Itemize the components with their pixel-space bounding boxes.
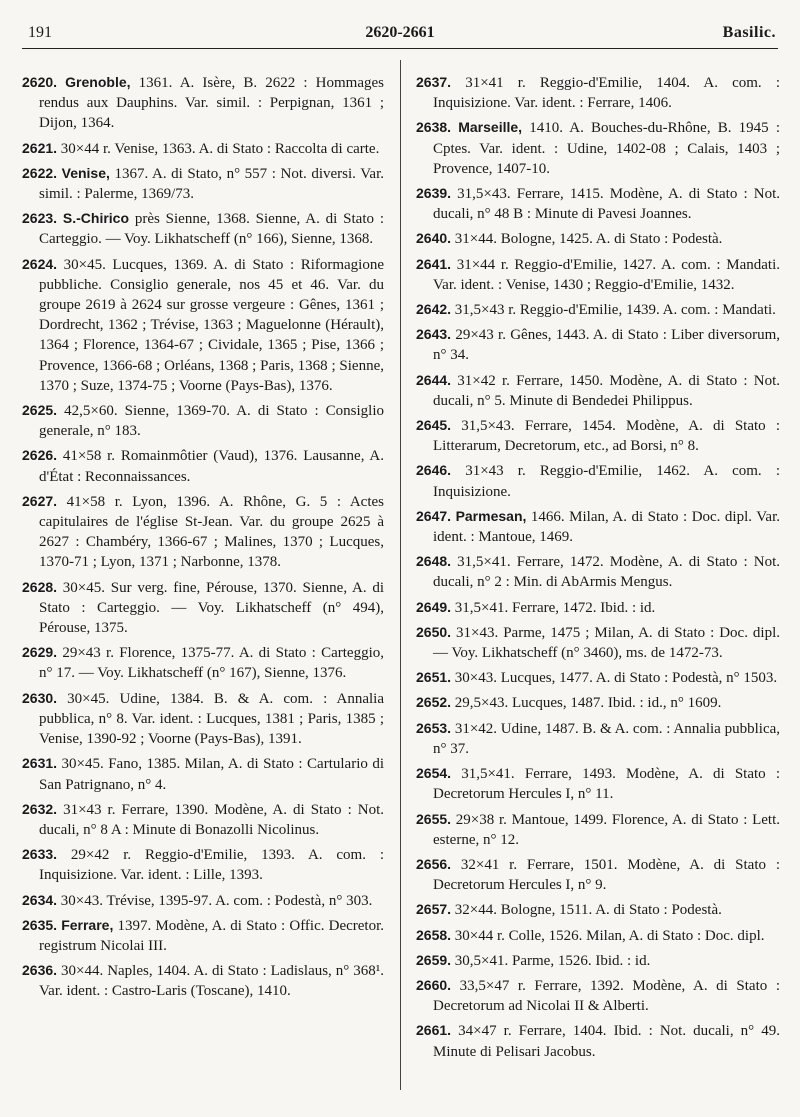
catalog-entry xyxy=(22,890,384,911)
catalog-entry xyxy=(416,975,780,1016)
entry-number: 2622. xyxy=(22,164,58,181)
entry-text: 30×45. Udine, 1384. B. & A. com. : Annalia pubblica, n° 8. Var. ident. : Lucques, 1381 ; Paris, 1385 ; Venise, 1390-92 ; Voorne (Pays-Bas), 1391. xyxy=(39,690,385,748)
catalog-entry xyxy=(22,844,384,885)
entry-number: 2627. xyxy=(22,492,58,509)
entry-number: 2657. xyxy=(416,901,452,918)
catalog-entry xyxy=(416,597,780,618)
catalog-entry xyxy=(22,799,384,840)
entry-text: près Sienne, 1368. Sienne, A. di Stato : Carteggio. — Voy. Likhatscheff (n° 166), Sienne, 1368. xyxy=(39,211,384,248)
column-divider xyxy=(400,60,401,1090)
entry-text: 29×38 r. Mantoue, 1499. Florence, A. di Stato : Lett. esterne, n° 12. xyxy=(433,811,780,848)
entry-text: 1361. A. Isère, B. 2622 : Hommages rendus aux Dauphins. Var. simil. : Perpignan, 1361 ; Dijon, 1364. xyxy=(39,75,385,132)
entry-number: 2648. xyxy=(416,553,452,570)
left-column xyxy=(22,72,384,1006)
entry-text: 29×43 r. Florence, 1375-77. A. di Stato : Carteggio, n° 17. — Voy. Likhatscheff (n° 167), Sienne, 1376. xyxy=(39,645,385,682)
catalog-entry xyxy=(22,208,384,249)
catalog-entry xyxy=(22,491,384,573)
entry-text: 30×44 r. Colle, 1526. Milan, A. di Stato : Doc. dipl. xyxy=(454,927,765,944)
entry-number: 2658. xyxy=(416,926,452,943)
catalog-entry xyxy=(416,551,780,592)
catalog-entry xyxy=(22,138,384,159)
catalog-entry xyxy=(416,299,780,320)
entry-text: 31,5×43. Ferrare, 1415. Modène, A. di Stato : Not. ducali, n° 48 B : Minute di Pavesi Joannes. xyxy=(433,186,780,223)
entry-number: 2661. xyxy=(416,1022,452,1039)
entry-text: 30×43. Lucques, 1477. A. di Stato : Podestà, n° 1503. xyxy=(454,670,778,687)
entry-text: 1397. Modène, A. di Stato : Offic. Decretor. registrum Nicolai III. xyxy=(39,917,385,954)
entry-number: 2643. xyxy=(416,326,452,343)
entry-number: 2640. xyxy=(416,230,452,247)
entry-text: 30×45. Fano, 1385. Milan, A. di Stato : Cartulario di San Patrignano, n° 4. xyxy=(39,756,385,793)
entry-number: 2628. xyxy=(22,578,58,595)
entry-number: 2654. xyxy=(416,765,452,782)
entry-number: 2623. xyxy=(22,210,58,227)
catalog-entry xyxy=(416,692,780,713)
entry-number: 2645. xyxy=(416,417,452,434)
catalog-entry xyxy=(22,642,384,683)
catalog-entry xyxy=(22,753,384,794)
entry-number: 2641. xyxy=(416,255,452,272)
entry-number: 2633. xyxy=(22,846,58,863)
page-header xyxy=(22,22,778,49)
entry-text: 31,5×41. Ferrare, 1472. Modène, A. di Stato : Not. ducali, n° 2 : Min. di AbArmis Mengus. xyxy=(433,554,780,591)
catalog-entry xyxy=(22,960,384,1001)
entry-place: Parmesan, xyxy=(455,507,527,524)
catalog-entry xyxy=(22,254,384,396)
catalog-entry xyxy=(416,718,780,759)
right-column xyxy=(416,72,780,1066)
entry-number: 2656. xyxy=(416,855,452,872)
entry-text: 31×41 r. Reggio-d'Emilie, 1404. A. com. : Inquisizione. Var. ident. : Ferrare, 1406. xyxy=(433,75,780,112)
entry-text: 31,5×43 r. Reggio-d'Emilie, 1439. A. com. : Mandati. xyxy=(454,302,776,319)
entry-text: 32×44. Bologne, 1511. A. di Stato : Podestà. xyxy=(454,902,722,919)
entry-text: 29,5×43. Lucques, 1487. Ibid. : id., n° 1609. xyxy=(454,695,722,712)
catalog-entry xyxy=(416,460,780,501)
entry-text: 29×42 r. Reggio-d'Emilie, 1393. A. com. : Inquisizione. Var. ident. : Lille, 1393. xyxy=(39,847,384,884)
entry-text: 41×58 r. Romainmôtier (Vaud), 1376. Lausanne, A. d'État : Reconnaissances. xyxy=(39,448,385,485)
catalog-entry xyxy=(22,445,384,486)
entry-text: 1367. A. di Stato, n° 557 : Not. diversi. Var. simil. : Palerme, 1369/73. xyxy=(39,165,384,203)
entry-text: 30×45. Lucques, 1369. A. di Stato : Riformagione pubbliche. Consiglio generale, nos 45 et 46. Var. du groupe 2619 à 2624 sur grosse vergeure : Gênes, 1361 ; Dordrecht, 1362 ; Trévise, 1363 ; Maguelonne (Hérault), 1364 ; Florence, 1364-67 ; Cividale, 1365 ; Pise, 1366 ; Provence, 1366-68 ; Orléans, 1368 ; Paris, 1368 ; Sienne, 1370 ; Suze, 1374-75 ; Voorne (Pays-Bas), 1376. xyxy=(39,256,385,394)
entry-number: 2639. xyxy=(416,185,452,202)
page-number: 191 xyxy=(28,24,52,41)
entry-number: 2655. xyxy=(416,810,452,827)
entry-text: 32×41 r. Ferrare, 1501. Modène, A. di Stato : Decretorum Hercules I, n° 9. xyxy=(433,856,780,894)
catalog-entry xyxy=(416,854,780,895)
entry-text: 30×44 r. Venise, 1363. A. di Stato : Raccolta di carte. xyxy=(60,140,380,157)
entry-text: 30×43. Trévise, 1395-97. A. com. : Podestà, n° 303. xyxy=(60,892,373,909)
running-head: Basilic. xyxy=(722,24,776,41)
entry-number: 2636. xyxy=(22,962,58,979)
entry-text: 31×43 r. Ferrare, 1390. Modène, A. di Stato : Not. ducali, n° 8 A : Minute di Bonazolli Nicolinus. xyxy=(39,801,385,838)
catalog-entry xyxy=(416,622,780,663)
entry-text: 41×58 r. Lyon, 1396. A. Rhône, G. 5 : Actes capitulaires de l'église St-Jean. Var. du groupe 2625 à 2627 : Chambéry, 1366-67 ; Malines, 1370 ; Lucques, 1370-71 ; Lyon, 1371 ; Narbonne, 1378. xyxy=(39,493,384,571)
catalog-entry xyxy=(416,254,780,295)
entry-place: Ferrare, xyxy=(61,916,114,933)
entry-number: 2646. xyxy=(416,462,452,479)
entry-range: 2620-2661 xyxy=(365,24,435,41)
entry-text: 34×47 r. Ferrare, 1404. Ibid. : Not. ducali, n° 49. Minute di Pelisari Jacobus. xyxy=(433,1023,780,1060)
entry-text: 31,5×41. Ferrare, 1493. Modène, A. di Stato : Decretorum Hercules I, n° 11. xyxy=(433,766,780,803)
entry-number: 2638. xyxy=(416,119,452,136)
catalog-entry xyxy=(416,763,780,804)
catalog-entry xyxy=(416,925,780,946)
catalog-entry xyxy=(416,183,780,224)
catalog-entry xyxy=(416,667,780,688)
entry-number: 2629. xyxy=(22,644,58,661)
catalog-entry xyxy=(416,1020,780,1061)
catalog-entry xyxy=(22,72,384,134)
catalog-entry xyxy=(416,370,780,411)
entry-text: 30×45. Sur verg. fine, Pérouse, 1370. Sienne, A. di Stato : Carteggio. — Voy. Likhatscheff (n° 494), Pérouse, 1375. xyxy=(39,579,384,637)
entry-text: 31×44. Bologne, 1425. A. di Stato : Podestà. xyxy=(454,231,723,248)
entry-number: 2660. xyxy=(416,976,452,993)
catalog-entry xyxy=(416,950,780,971)
entry-text: 31×42. Udine, 1487. B. & A. com. : Annalia pubblica, n° 37. xyxy=(433,720,781,757)
catalog-entry xyxy=(22,688,384,750)
entry-number: 2621. xyxy=(22,139,58,156)
entry-text: 31,5×43. Ferrare, 1454. Modène, A. di Stato : Litterarum, Decretorum, etc., ad Borsi, n° 8. xyxy=(433,418,780,455)
entry-number: 2652. xyxy=(416,694,452,711)
entry-text: 30×44. Naples, 1404. A. di Stato : Ladislaus, n° 368¹. Var. ident. : Castro-Laris (Toscane), 1410. xyxy=(39,963,384,1000)
catalog-entry xyxy=(416,415,780,456)
entry-text: 31×43 r. Reggio-d'Emilie, 1462. A. com. : Inquisizione. xyxy=(433,463,780,500)
entry-number: 2642. xyxy=(416,301,452,318)
entry-place: Marseille, xyxy=(458,119,523,136)
entry-text: 30,5×41. Parme, 1526. Ibid. : id. xyxy=(454,952,651,969)
catalog-entry xyxy=(416,506,780,547)
catalog-entry xyxy=(416,117,780,179)
entry-text: 31×43. Parme, 1475 ; Milan, A. di Stato : Doc. dipl. — Voy. Likhatscheff (n° 3460), ms. de 1472-73. xyxy=(433,624,781,662)
entry-number: 2659. xyxy=(416,951,452,968)
entry-number: 2644. xyxy=(416,371,452,388)
entry-text: 1410. A. Bouches-du-Rhône, B. 1945 : Cptes. Var. ident. : Udine, 1402-08 ; Calais, 1403 ; Provence, 1407-10. xyxy=(433,120,780,177)
catalog-entry xyxy=(416,228,780,249)
catalog-entry xyxy=(22,577,384,639)
entry-text: 42,5×60. Sienne, 1369-70. A. di Stato : Consiglio generale, n° 183. xyxy=(39,403,385,440)
entry-number: 2651. xyxy=(416,669,452,686)
catalog-entry xyxy=(22,400,384,441)
entry-number: 2630. xyxy=(22,689,58,706)
entry-number: 2653. xyxy=(416,719,452,736)
entry-number: 2634. xyxy=(22,891,58,908)
catalog-entry xyxy=(416,324,780,365)
entry-number: 2626. xyxy=(22,447,58,464)
entry-place: S.-Chirico xyxy=(62,210,130,227)
entry-text: 1466. Milan, A. di Stato : Doc. dipl. Var. ident. : Mantoue, 1469. xyxy=(433,508,781,546)
catalog-entry xyxy=(22,915,384,956)
entry-text: 29×43 r. Gênes, 1443. A. di Stato : Liber diversorum, n° 34. xyxy=(433,327,781,364)
entry-place: Venise, xyxy=(61,164,110,181)
entry-number: 2625. xyxy=(22,402,58,419)
entry-number: 2624. xyxy=(22,255,58,272)
entry-text: 33,5×47 r. Ferrare, 1392. Modène, A. di Stato : Decretorum ad Nicolai II & Alberti. xyxy=(433,977,780,1015)
entry-number: 2650. xyxy=(416,623,452,640)
entry-text: 31×42 r. Ferrare, 1450. Modène, A. di Stato : Not. ducali, n° 5. Minute di Bendedei Philippus. xyxy=(433,372,780,409)
entry-number: 2635. xyxy=(22,916,58,933)
catalog-entry xyxy=(416,809,780,850)
entry-place: Grenoble, xyxy=(65,74,131,90)
entry-number: 2637. xyxy=(416,74,452,90)
catalog-entry xyxy=(416,72,780,113)
catalog-entry xyxy=(416,899,780,920)
entry-number: 2649. xyxy=(416,598,452,615)
entry-number: 2632. xyxy=(22,800,58,817)
entry-number: 2631. xyxy=(22,755,58,772)
entry-number: 2647. xyxy=(416,507,452,524)
entry-text: 31,5×41. Ferrare, 1472. Ibid. : id. xyxy=(454,599,656,616)
entry-text: 31×44 r. Reggio-d'Emilie, 1427. A. com. : Mandati. Var. ident. : Venise, 1430 ; Reggio-d'Emilie, 1432. xyxy=(433,256,780,293)
catalog-entry xyxy=(22,163,384,204)
entry-number: 2620. xyxy=(22,74,58,90)
